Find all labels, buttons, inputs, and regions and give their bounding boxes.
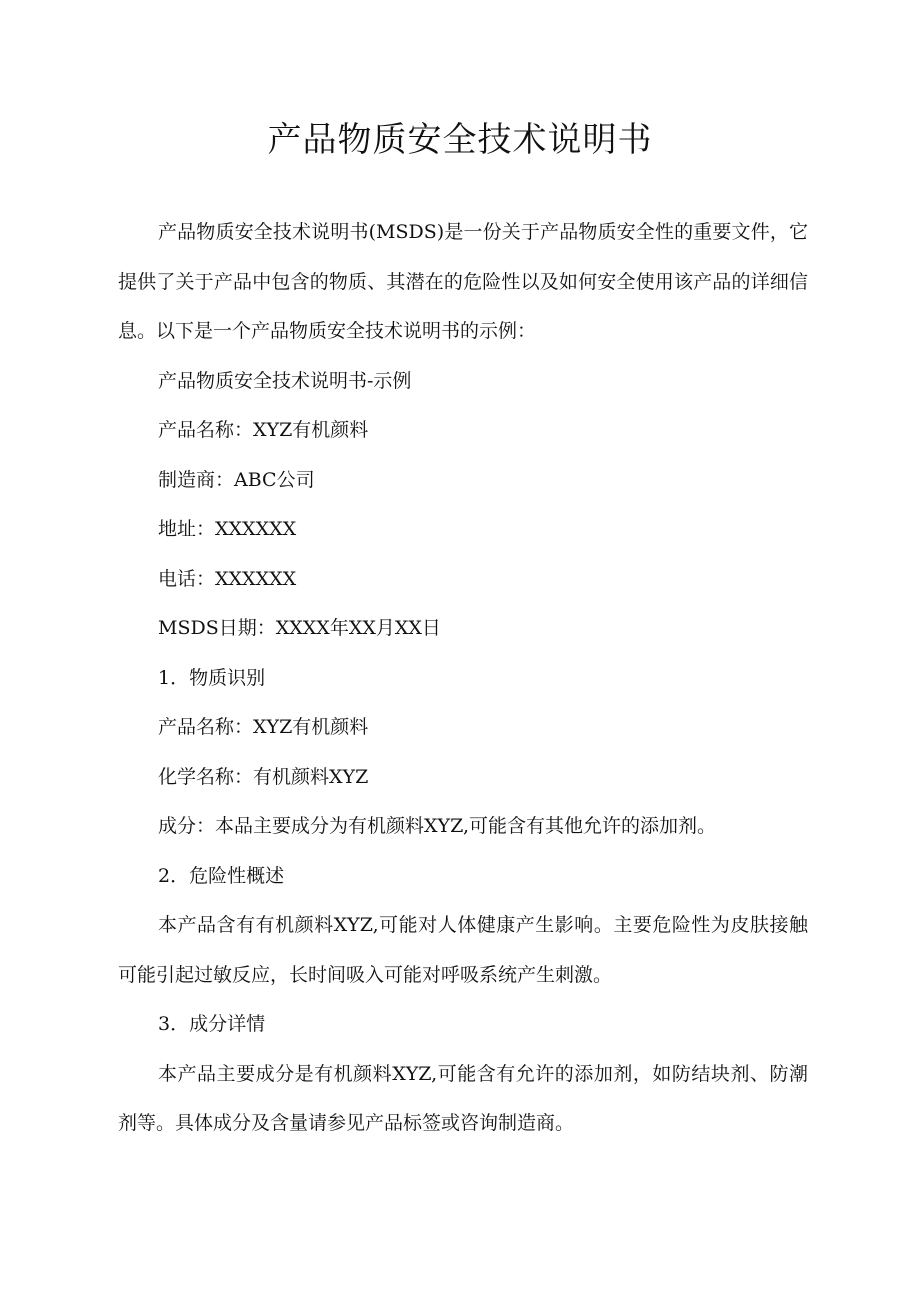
address-line: 地址：XXXXXX — [158, 518, 297, 540]
product-name-line: 产品名称：XYZ有机颜料 — [158, 419, 369, 441]
phone-line: 电话：XXXXXX — [158, 567, 297, 590]
msds-date-line: MSDS日期：XXXX年XX月XX日 — [158, 617, 441, 639]
intro-paragraph: 产品物质安全技术说明书(MSDS)是一份关于产品物质安全性的重要文件，它提供了关于产品中包含的物质、其潜在的危险性以及如何安全使用该产品的详细信息。以下是一个产品物质安全技术说明书的示例： — [118, 221, 808, 342]
example-heading: 产品物质安全技术说明书-示例 — [158, 369, 412, 392]
section-3-heading: 3．成分详情 — [158, 1013, 266, 1035]
section-1-chemical-name: 化学名称：有机颜料XYZ — [158, 765, 369, 788]
section-2-heading: 2．危险性概述 — [158, 864, 285, 887]
section-1-composition: 成分：本品主要成分为有机颜料XYZ,可能含有其他允许的添加剂。 — [158, 815, 716, 837]
section-1-product-name: 产品名称：XYZ有机颜料 — [158, 716, 369, 738]
document-title: 产品物质安全技术说明书 — [267, 120, 653, 160]
section-1-heading: 1．物质识别 — [158, 666, 266, 689]
manufacturer-line: 制造商：ABC公司 — [158, 468, 315, 491]
section-2-text: 本产品含有有机颜料XYZ,可能对人体健康产生影响。主要危险性为皮肤接触可能引起过敏反应，长时间吸入可能对呼吸系统产生刺激。 — [118, 914, 808, 986]
document-body — [118, 208, 808, 1149]
section-3-text: 本产品主要成分是有机颜料XYZ,可能含有允许的添加剂，如防结块剂、防潮剂等。具体成分及含量请参见产品标签或咨询制造商。 — [118, 1062, 808, 1134]
